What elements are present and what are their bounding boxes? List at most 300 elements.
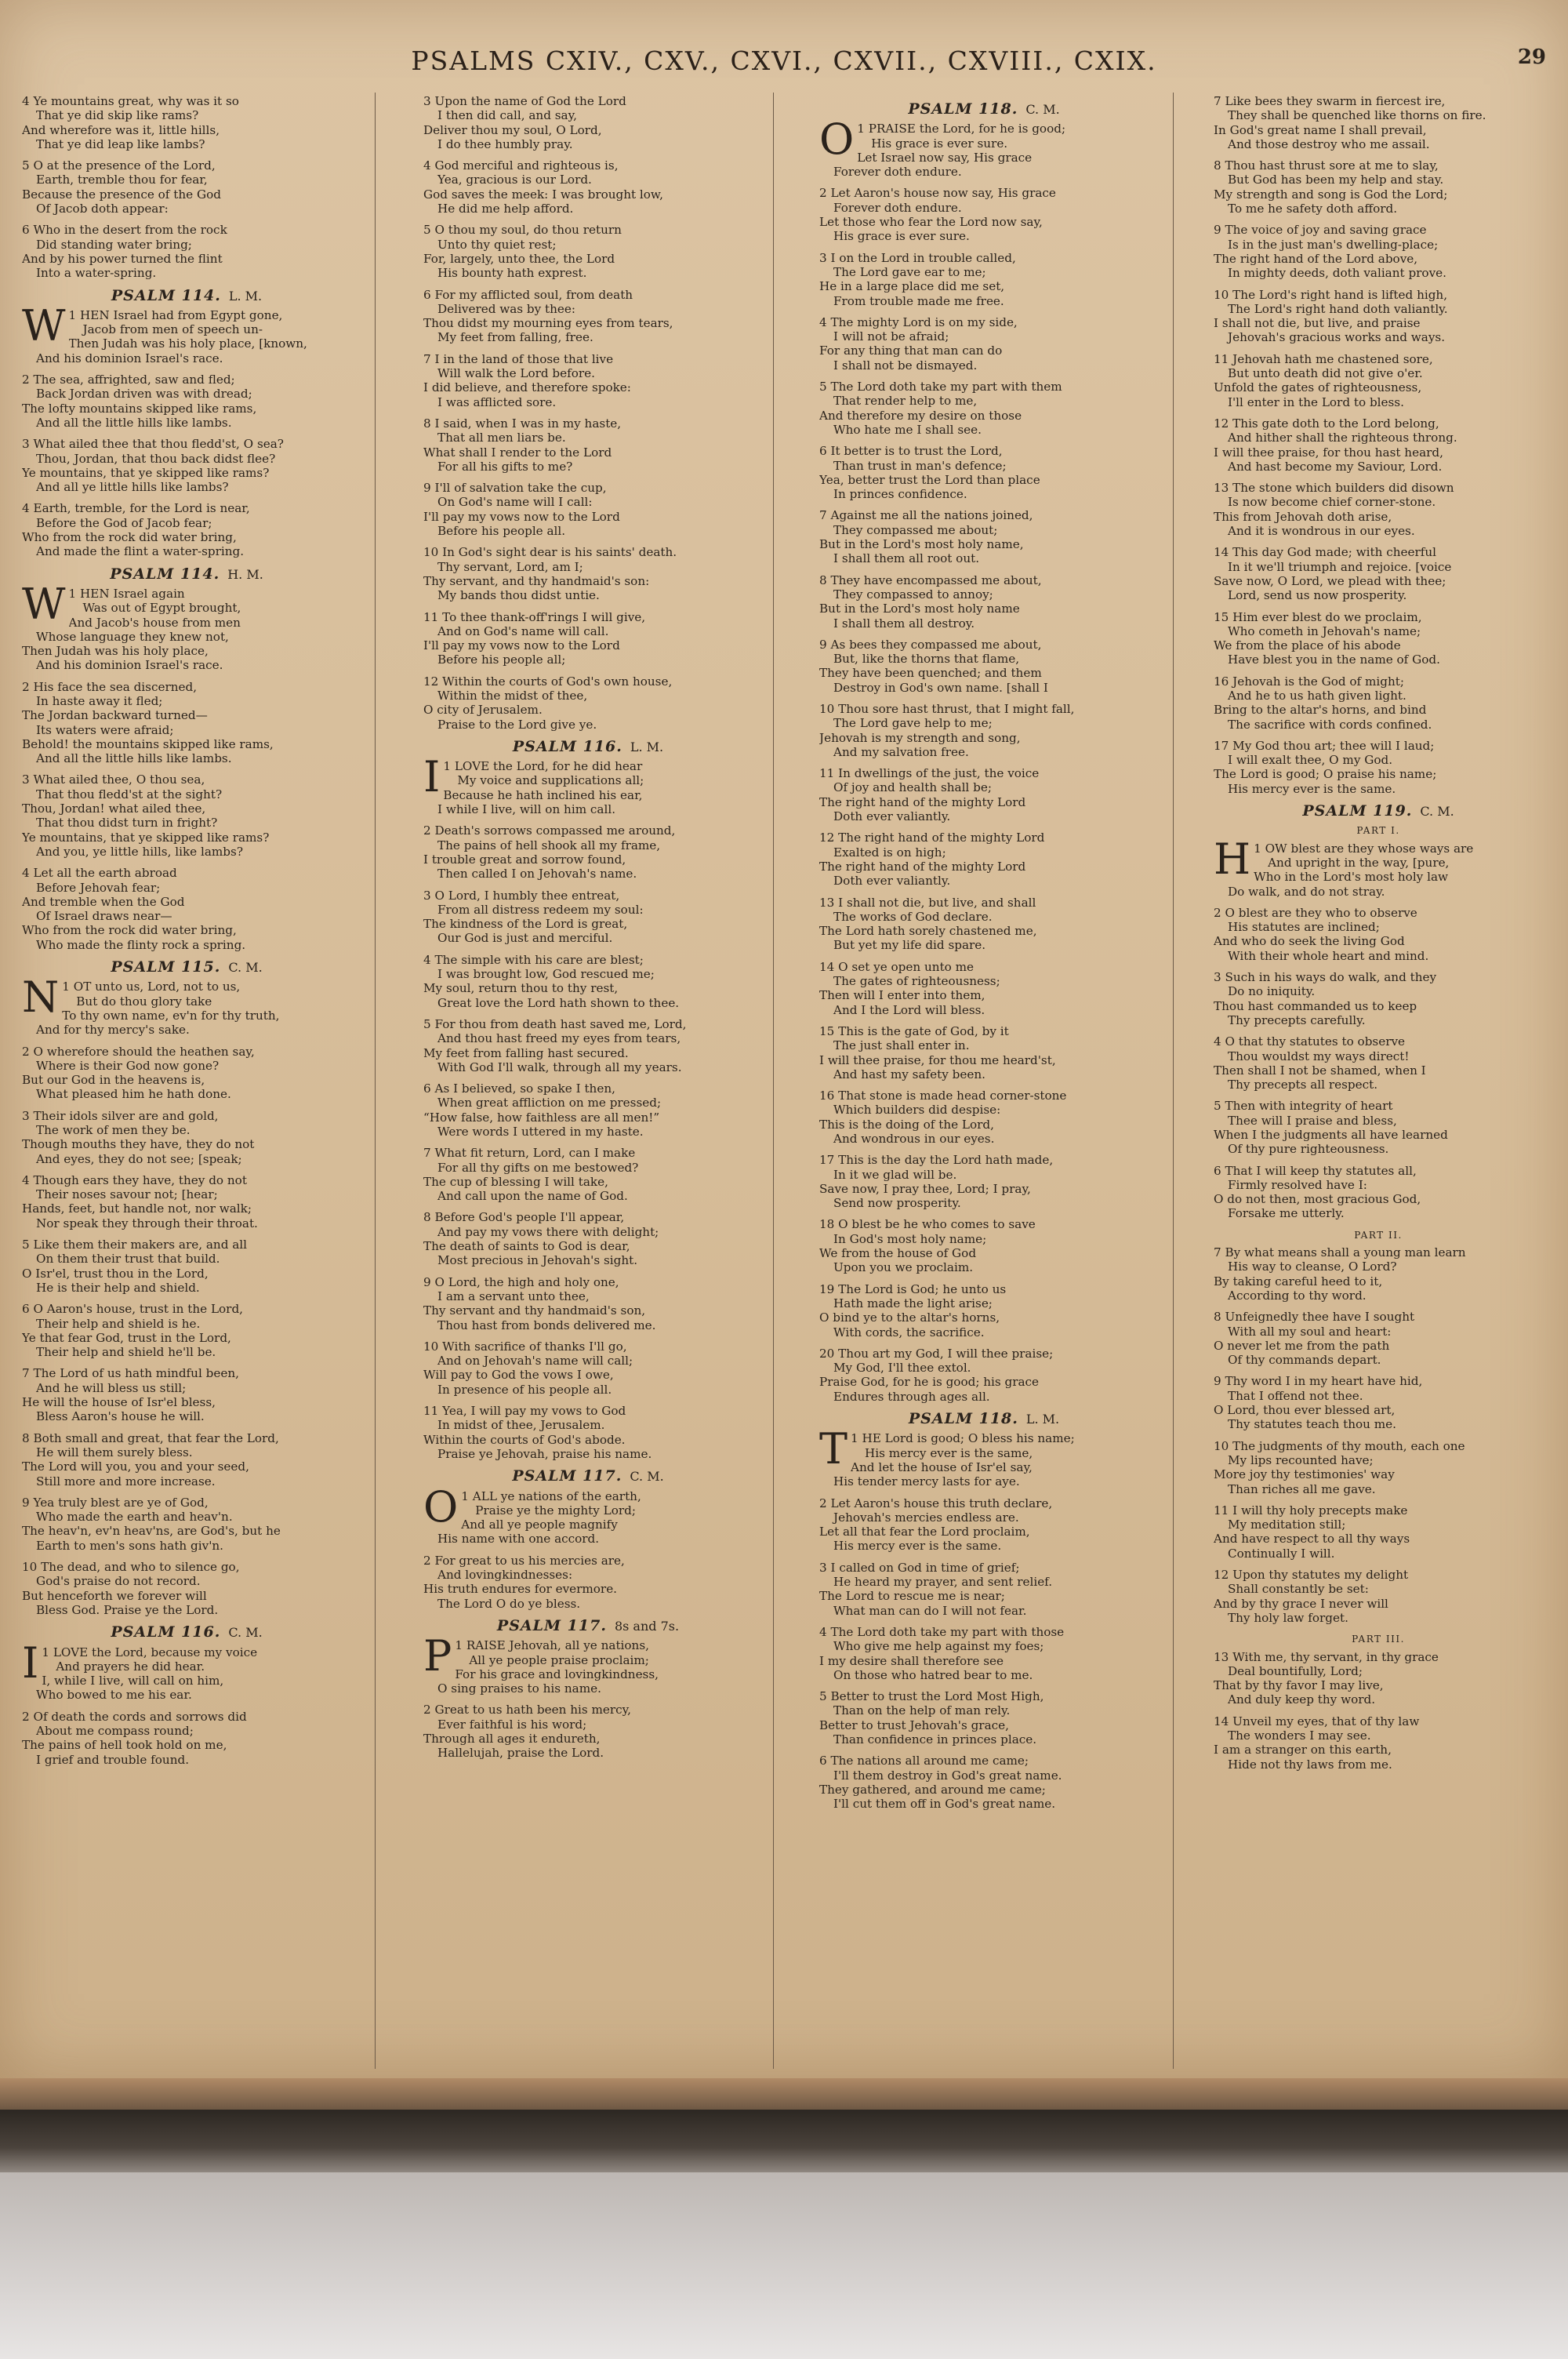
psalm-meter: C. M. bbox=[630, 1469, 664, 1485]
stanza bbox=[819, 380, 1149, 437]
stanza bbox=[423, 481, 753, 538]
verse-line: Doth ever valiantly. bbox=[833, 809, 951, 824]
stanza bbox=[819, 831, 1149, 888]
verse-line: 2 O wherefore should the heathen say, bbox=[22, 1044, 255, 1059]
stanza bbox=[819, 444, 1149, 501]
drop-cap: N bbox=[22, 972, 60, 1023]
verse-line: Jehovah is my strength and song, bbox=[819, 730, 1021, 745]
verse-line: But henceforth we forever will bbox=[22, 1588, 207, 1603]
verse-line: 1 LOVE the Lord, for he did hear bbox=[443, 759, 643, 774]
verse-line: Do walk, and do not stray. bbox=[1228, 884, 1385, 899]
verse-line: 6 The nations all around me came; bbox=[819, 1754, 1029, 1768]
verse-line: My meditation still; bbox=[1228, 1518, 1346, 1532]
psalm-heading bbox=[423, 1469, 753, 1484]
stanza bbox=[1214, 1650, 1543, 1707]
stanza bbox=[22, 300, 351, 365]
verse-line: 18 O blest be he who comes to save bbox=[819, 1217, 1036, 1232]
verse-line: The right hand of the mighty Lord bbox=[819, 794, 1026, 809]
verse-line: On God's name will I call: bbox=[437, 495, 593, 510]
verse-line: “How false, how faithless are all men!” bbox=[423, 1110, 660, 1125]
verse-line: Than riches all me gave. bbox=[1228, 1481, 1376, 1496]
verse-line: Let all that fear the Lord proclaim, bbox=[819, 1525, 1030, 1539]
verse-line: 1 OT unto us, Lord, not to us, bbox=[62, 980, 241, 994]
verse-line: But in the Lord's most holy name, bbox=[819, 537, 1024, 552]
verse-line: The pains of hell shook all my frame, bbox=[437, 838, 661, 852]
verse-line: Before Jehovah fear; bbox=[36, 880, 161, 895]
verse-line: Doth ever valiantly. bbox=[833, 874, 951, 889]
verse-line: 8 Thou hast thrust sore at me to slay, bbox=[1214, 158, 1439, 173]
verse-line: 4 Earth, tremble, for the Lord is near, bbox=[22, 501, 250, 516]
stanza bbox=[22, 1173, 351, 1230]
verse-line: But our God in the heavens is, bbox=[22, 1073, 205, 1088]
column-2 bbox=[423, 94, 753, 2070]
verse-line: 8 I said, when I was in my haste, bbox=[423, 416, 622, 431]
verse-line: Let Israel now say, His grace bbox=[857, 150, 1033, 165]
psalm-title: PSALM 114. bbox=[110, 565, 220, 583]
stanza bbox=[423, 823, 753, 881]
stanza bbox=[819, 1282, 1149, 1339]
verse-line: That thou didst turn in fright? bbox=[36, 816, 218, 831]
verse-line: They compassed me about; bbox=[833, 522, 998, 537]
verse-line: Ye that fear God, trust in the Lord, bbox=[22, 1330, 231, 1345]
stanza bbox=[423, 1275, 753, 1332]
verse-line: 16 Jehovah is the God of might; bbox=[1214, 674, 1404, 689]
stanza bbox=[22, 772, 351, 859]
verse-line: I am a stranger on this earth, bbox=[1214, 1743, 1392, 1757]
stanza bbox=[423, 1631, 753, 1696]
verse-line: Their noses savour not; [hear; bbox=[36, 1187, 218, 1202]
verse-line: Ever faithful is his word; bbox=[437, 1717, 587, 1732]
verse-line: 9 Thy word I in my heart have hid, bbox=[1214, 1374, 1423, 1389]
verse-line: Ye mountains, that ye skipped like rams? bbox=[22, 465, 270, 480]
verse-line: And wondrous in our eyes. bbox=[833, 1132, 995, 1146]
verse-line: I shall not die, but live, and praise bbox=[1214, 316, 1421, 331]
verse-line: I then did call, and say, bbox=[437, 108, 577, 123]
verse-line: 16 That stone is made head corner-stone bbox=[819, 1089, 1067, 1103]
verse-line: Then shall I not be shamed, when I bbox=[1214, 1063, 1426, 1078]
verse-line: Than trust in man's defence; bbox=[833, 458, 1007, 473]
verse-line: Who cometh in Jehovah's name; bbox=[1228, 623, 1421, 638]
verse-line: The heav'n, ev'n heav'ns, are God's, but he bbox=[22, 1524, 281, 1539]
verse-line: 7 Like bees they swarm in fiercest ire, bbox=[1214, 94, 1446, 108]
stanza bbox=[22, 158, 351, 216]
stanza bbox=[1214, 1374, 1543, 1431]
verse-line: Behold! the mountains skipped like rams, bbox=[22, 736, 274, 751]
verse-line: His mercy ever is the same. bbox=[1228, 781, 1396, 796]
verse-line: 14 O set ye open unto me bbox=[819, 959, 975, 974]
verse-line: The just shall enter in. bbox=[833, 1038, 970, 1053]
stanza bbox=[22, 223, 351, 280]
verse-line: God saves the meek: I was brought low, bbox=[423, 187, 663, 202]
verse-line: 5 For thou from death hast saved me, Lord, bbox=[423, 1016, 687, 1031]
column-1 bbox=[22, 94, 351, 2070]
verse-line: And all the little hills like lambs. bbox=[36, 751, 232, 766]
verse-line: His mercy ever is the same. bbox=[833, 1539, 1002, 1554]
stanza bbox=[819, 1347, 1149, 1404]
verse-line: Great love the Lord hath shown to thee. bbox=[437, 995, 680, 1010]
verse-line: The Jordan backward turned— bbox=[22, 708, 208, 723]
verse-line: I'll pay my vows now to the Lord bbox=[423, 638, 620, 653]
stanza bbox=[819, 1754, 1149, 1811]
stanza bbox=[22, 437, 351, 494]
verse-line: 7 Against me all the nations joined, bbox=[819, 508, 1033, 523]
verse-line: And therefore my desire on those bbox=[819, 408, 1022, 423]
verse-line: Who give me help against my foes; bbox=[833, 1639, 1044, 1654]
verse-line: Jacob from men of speech un- bbox=[82, 322, 263, 337]
verse-line: 10 The dead, and who to silence go, bbox=[22, 1560, 240, 1575]
verse-line: My voice and supplications all; bbox=[457, 773, 644, 788]
verse-line: 9 As bees they compassed me about, bbox=[819, 637, 1042, 652]
verse-line: The death of saints to God is dear, bbox=[423, 1239, 630, 1254]
verse-line: 13 With me, thy servant, in thy grace bbox=[1214, 1649, 1439, 1664]
verse-line: 10 The Lord's right hand is lifted high, bbox=[1214, 287, 1448, 302]
verse-line: 4 Let all the earth abroad bbox=[22, 866, 177, 881]
verse-line: 20 Thou art my God, I will thee praise; bbox=[819, 1346, 1054, 1361]
drop-cap: W bbox=[22, 300, 66, 351]
verse-line: 12 Upon thy statutes my delight bbox=[1214, 1568, 1409, 1583]
verse-line: Continually I will. bbox=[1228, 1546, 1335, 1561]
psalm-meter: C. M. bbox=[228, 960, 263, 976]
verse-line: Thou hast commanded us to keep bbox=[1214, 998, 1417, 1013]
verse-line: Will pay to God the vows I owe, bbox=[423, 1368, 614, 1383]
column-rule bbox=[1173, 93, 1174, 2069]
stanza bbox=[819, 960, 1149, 1017]
verse-line: 1 RAISE Jehovah, all ye nations, bbox=[455, 1638, 649, 1653]
verse-line: In midst of thee, Jerusalem. bbox=[437, 1418, 605, 1433]
verse-line: And it is wondrous in our eyes. bbox=[1228, 524, 1415, 539]
stanza bbox=[819, 1024, 1149, 1081]
verse-line: 17 This is the day the Lord hath made, bbox=[819, 1153, 1054, 1168]
verse-line: O do not then, most gracious God, bbox=[1214, 1192, 1421, 1207]
verse-line: And those destroy who me assail. bbox=[1228, 136, 1430, 151]
verse-line: Bring to the altar's horns, and bind bbox=[1214, 703, 1427, 718]
verse-line: They compassed to annoy; bbox=[833, 587, 993, 602]
verse-line: Delivered was by thee: bbox=[437, 301, 576, 316]
verse-line: Still more and more increase. bbox=[36, 1474, 216, 1488]
verse-line: I shall them all destroy. bbox=[833, 616, 975, 631]
verse-line: 5 The Lord doth take my part with them bbox=[819, 380, 1062, 394]
verse-line: 3 I called on God in time of grief; bbox=[819, 1560, 1020, 1575]
verse-line: 3 Such in his ways do walk, and they bbox=[1214, 970, 1437, 985]
verse-line: The Lord hath sorely chastened me, bbox=[819, 924, 1037, 939]
verse-line: 7 What fit return, Lord, can I make bbox=[423, 1146, 636, 1161]
verse-line: 19 The Lord is God; he unto us bbox=[819, 1281, 1007, 1296]
stanza bbox=[1214, 416, 1543, 474]
verse-line: For all thy gifts on me bestowed? bbox=[437, 1160, 639, 1175]
verse-line: And pay my vows there with delight; bbox=[437, 1224, 659, 1239]
verse-line: 3 What ailed thee that thou fledd'st, O sea? bbox=[22, 437, 284, 452]
verse-line: Who in the Lord's most holy law bbox=[1254, 870, 1449, 885]
verse-line: Nor speak they through their throat. bbox=[36, 1216, 258, 1230]
verse-line: Praise ye the mighty Lord; bbox=[475, 1503, 636, 1518]
verse-line: Thou, Jordan, that thou back didst flee? bbox=[36, 451, 276, 466]
verse-line: The lofty mountains skipped like rams, bbox=[22, 401, 257, 416]
verse-line: Thy servant, Lord, am I; bbox=[437, 559, 583, 574]
stanza bbox=[1214, 1568, 1543, 1625]
verse-line: Whose language they knew not, bbox=[36, 629, 229, 644]
verse-line: His grace is ever sure. bbox=[871, 136, 1008, 151]
verse-line: To thy own name, ev'n for thy truth, bbox=[62, 1008, 280, 1023]
psalm-title: PSALM 116. bbox=[111, 1623, 221, 1641]
stanza bbox=[423, 1339, 753, 1397]
verse-line: Thou didst my mourning eyes from tears, bbox=[423, 316, 673, 331]
stanza bbox=[22, 972, 351, 1038]
verse-line: And my salvation free. bbox=[833, 744, 969, 759]
page-number: 29 bbox=[1517, 45, 1546, 69]
psalm-heading bbox=[423, 737, 753, 755]
verse-line: From trouble made me free. bbox=[833, 293, 1004, 308]
verse-line: Forsake me utterly. bbox=[1228, 1206, 1345, 1221]
verse-line: The wonders I may see. bbox=[1228, 1728, 1371, 1743]
stanza bbox=[22, 1238, 351, 1295]
stanza bbox=[423, 953, 753, 1010]
verse-line: 11 In dwellings of the just, the voice bbox=[819, 766, 1040, 781]
verse-line: Bless God. Praise ye the Lord. bbox=[36, 1602, 219, 1617]
verse-line: Deliver thou my soul, O Lord, bbox=[423, 122, 602, 137]
verse-line: When I the judgments all have learned bbox=[1214, 1128, 1448, 1142]
verse-line: 3 I on the Lord in trouble called, bbox=[819, 250, 1016, 265]
stanza bbox=[423, 1146, 753, 1203]
verse-line: I will thee praise, for thou hast heard, bbox=[1214, 445, 1443, 460]
verse-line: 4 The mighty Lord is on my side, bbox=[819, 314, 1018, 329]
verse-line: I'll cut them off in God's great name. bbox=[833, 1797, 1056, 1812]
verse-line: What pleased him he hath done. bbox=[36, 1087, 231, 1102]
verse-line: 1 OW blest are they whose ways are bbox=[1254, 841, 1474, 856]
stanza bbox=[1214, 970, 1543, 1027]
verse-line: And all ye people magnify bbox=[461, 1518, 618, 1532]
verse-line: 15 This is the gate of God, by it bbox=[819, 1023, 1009, 1038]
verse-line: And he to us hath given light. bbox=[1228, 688, 1406, 703]
stanza bbox=[22, 1109, 351, 1166]
verse-line: And he will bless us still; bbox=[36, 1380, 187, 1395]
stanza bbox=[423, 288, 753, 345]
verse-line: 2 Great to us hath been his mercy, bbox=[423, 1703, 631, 1717]
stanza bbox=[423, 1703, 753, 1760]
verse-line: He is their help and shield. bbox=[36, 1280, 200, 1295]
stanza bbox=[1214, 1310, 1543, 1367]
verse-line: Within the midst of thee, bbox=[437, 688, 588, 703]
verse-line: And for thy mercy's sake. bbox=[36, 1023, 190, 1038]
verse-line: 2 The sea, affrighted, saw and fled; bbox=[22, 373, 235, 387]
verse-line: And thou hast freed my eyes from tears, bbox=[437, 1031, 681, 1046]
drop-cap: I bbox=[22, 1637, 39, 1688]
verse-line: But yet my life did spare. bbox=[833, 938, 986, 953]
stanza bbox=[819, 1625, 1149, 1682]
verse-line: 6 That I will keep thy statutes all, bbox=[1214, 1163, 1417, 1178]
stanza bbox=[423, 1017, 753, 1074]
stanza bbox=[423, 889, 753, 946]
verse-line: My strength and song is God the Lord; bbox=[1214, 187, 1448, 202]
verse-line: He in a large place did me set, bbox=[819, 279, 1005, 294]
verse-line: I grief and trouble found. bbox=[36, 1752, 190, 1767]
verse-line: What man can do I will not fear. bbox=[833, 1603, 1027, 1618]
verse-line: Before the God of Jacob fear; bbox=[36, 515, 212, 530]
stanza bbox=[22, 1710, 351, 1767]
stanza bbox=[22, 501, 351, 558]
stanza bbox=[819, 315, 1149, 373]
verse-line: Destroy in God's own name. [shall I bbox=[833, 680, 1048, 695]
drop-cap: O bbox=[423, 1481, 459, 1532]
verse-line: 2 Let Aaron's house now say, His grace bbox=[819, 186, 1056, 201]
verse-line: Thy precepts all respect. bbox=[1228, 1078, 1378, 1092]
verse-line: That all men liars be. bbox=[437, 431, 566, 445]
stanza bbox=[423, 352, 753, 409]
stanza bbox=[423, 610, 753, 667]
stanza bbox=[1214, 1714, 1543, 1772]
stanza bbox=[819, 508, 1149, 565]
verse-line: O sing praises to his name. bbox=[437, 1681, 601, 1696]
verse-line: In it we glad will be. bbox=[833, 1167, 957, 1182]
verse-line: Is in the just man's dwelling-place; bbox=[1228, 237, 1439, 252]
verse-line: And on God's name will call. bbox=[437, 623, 609, 638]
column-3 bbox=[819, 94, 1149, 2070]
verse-line: 5 O at the presence of the Lord, bbox=[22, 158, 216, 173]
stanza bbox=[1214, 1099, 1543, 1156]
verse-line: I was brought low, God rescued me; bbox=[437, 967, 655, 982]
stanza bbox=[1214, 610, 1543, 667]
verse-line: And lovingkindnesses: bbox=[437, 1568, 573, 1583]
verse-line: And his dominion Israel's race. bbox=[36, 658, 223, 673]
verse-line: The cup of blessing I will take, bbox=[423, 1174, 608, 1189]
verse-line: Yea, gracious is our Lord. bbox=[437, 173, 592, 187]
verse-line: I'll them destroy in God's great name. bbox=[833, 1768, 1062, 1783]
verse-line: 4 The simple with his care are blest; bbox=[423, 952, 644, 967]
verse-line: By taking careful heed to it, bbox=[1214, 1274, 1383, 1289]
stanza bbox=[423, 674, 753, 732]
part-heading: PART III. bbox=[1352, 1634, 1405, 1645]
verse-line: The right hand of the mighty Lord bbox=[819, 859, 1026, 874]
verse-line: And call upon the name of God. bbox=[437, 1189, 628, 1204]
psalm-meter: L. M. bbox=[228, 288, 263, 304]
verse-line: 14 Unveil my eyes, that of thy law bbox=[1214, 1714, 1420, 1728]
verse-line: Which builders did despise: bbox=[833, 1103, 1001, 1118]
verse-line: His name with one accord. bbox=[437, 1532, 600, 1547]
verse-line: 1 HEN Israel again bbox=[68, 586, 185, 601]
verse-line: We from the place of his abode bbox=[1214, 638, 1401, 653]
verse-line: My feet from falling, free. bbox=[437, 330, 593, 345]
stanza bbox=[1214, 481, 1543, 538]
verse-line: 12 Within the courts of God's own house, bbox=[423, 674, 673, 689]
verse-line: Let those who fear the Lord now say, bbox=[819, 215, 1043, 230]
verse-line: Of Jacob doth appear: bbox=[36, 202, 169, 216]
verse-line: And you, ye little hills, like lambs? bbox=[36, 844, 243, 859]
verse-line: The Lord gave ear to me; bbox=[833, 264, 986, 279]
stanza bbox=[22, 680, 351, 766]
psalm-meter: H. M. bbox=[227, 566, 263, 582]
verse-line: Praise to the Lord give ye. bbox=[437, 717, 597, 732]
verse-line: I shall not be dismayed. bbox=[833, 358, 978, 373]
verse-line: 8 Before God's people I'll appear, bbox=[423, 1210, 625, 1225]
verse-line: Thee will I praise and bless, bbox=[1228, 1113, 1397, 1128]
verse-line: Forever doth endure. bbox=[833, 200, 962, 215]
verse-line: 6 Who in the desert from the rock bbox=[22, 223, 227, 238]
verse-line: Endures through ages all. bbox=[833, 1389, 990, 1404]
verse-line: That I offend not thee. bbox=[1228, 1388, 1363, 1403]
verse-line: 17 My God thou art; thee will I laud; bbox=[1214, 738, 1435, 753]
stanza bbox=[423, 1481, 753, 1547]
verse-line: Than confidence in princes place. bbox=[833, 1732, 1037, 1747]
verse-line: Hide not thy laws from me. bbox=[1228, 1757, 1392, 1772]
verse-line: Most precious in Jehovah's sight. bbox=[437, 1253, 638, 1268]
verse-line: 1 ALL ye nations of the earth, bbox=[461, 1488, 641, 1503]
verse-line: In haste away it fled; bbox=[36, 693, 163, 708]
verse-line: 13 I shall not die, but live, and shall bbox=[819, 895, 1036, 910]
verse-line: Then Judah was his holy place, bbox=[22, 644, 209, 659]
verse-line: All ye people praise proclaim; bbox=[469, 1652, 649, 1667]
verse-line: 7 I in the land of those that live bbox=[423, 351, 614, 366]
verse-line: 4 God merciful and righteous is, bbox=[423, 158, 619, 173]
stanza bbox=[423, 223, 753, 280]
stanza bbox=[423, 545, 753, 602]
verse-line: The Lord O do ye bless. bbox=[437, 1596, 581, 1611]
verse-line: I, while I live, will call on him, bbox=[42, 1674, 224, 1688]
verse-line: But in the Lord's most holy name bbox=[819, 602, 1020, 616]
psalm-title: PSALM 117. bbox=[496, 1616, 607, 1634]
verse-line: Lord, send us now prosperity. bbox=[1228, 588, 1407, 603]
verse-line: I my desire shall therefore see bbox=[819, 1653, 1004, 1668]
verse-line: In God's most holy name; bbox=[833, 1231, 987, 1246]
verse-line: Jehovah's mercies endless are. bbox=[833, 1510, 1019, 1525]
verse-line: The sacrifice with cords confined. bbox=[1228, 717, 1432, 732]
stanza bbox=[22, 1637, 351, 1703]
verse-line: 10 In God's sight dear is his saints' death. bbox=[423, 545, 677, 560]
verse-line: Deal bountifully, Lord; bbox=[1228, 1663, 1363, 1678]
stanza bbox=[22, 1431, 351, 1488]
stanza bbox=[819, 1424, 1149, 1489]
verse-line: Thou hast from bonds delivered me. bbox=[437, 1318, 656, 1332]
verse-line: My lips recounted have; bbox=[1228, 1452, 1374, 1467]
verse-line: Unfold the gates of righteousness, bbox=[1214, 380, 1422, 395]
stanza bbox=[1214, 739, 1543, 796]
psalm-heading bbox=[22, 960, 351, 975]
verse-line: Who bowed to me his ear. bbox=[36, 1688, 192, 1703]
stanza bbox=[1214, 288, 1543, 345]
verse-line: Then will I enter into them, bbox=[819, 988, 985, 1003]
verse-line: Who from the rock did water bring, bbox=[22, 923, 237, 938]
stanza bbox=[22, 373, 351, 430]
verse-line: I do thee humbly pray. bbox=[437, 136, 573, 151]
verse-line: My God, I'll thee extol. bbox=[833, 1361, 971, 1376]
psalm-meter: C. M. bbox=[1420, 804, 1454, 820]
verse-line: The work of men they be. bbox=[36, 1123, 191, 1137]
verse-line: He will the house of Isr'el bless, bbox=[22, 1395, 216, 1410]
verse-line: Back Jordan driven was with dread; bbox=[36, 387, 252, 402]
stanza bbox=[22, 1560, 351, 1617]
verse-line: Hath made the light arise; bbox=[833, 1296, 993, 1310]
verse-line: Their help and shield is he. bbox=[36, 1316, 201, 1331]
psalm-heading bbox=[819, 1412, 1149, 1427]
verse-line: Have blest you in the name of God. bbox=[1228, 652, 1440, 667]
verse-line: That render help to me, bbox=[833, 394, 978, 409]
verse-line: And prayers he did hear. bbox=[56, 1659, 205, 1674]
verse-line: I will thee praise, for thou me heard'st, bbox=[819, 1052, 1056, 1067]
verse-line: In God's great name I shall prevail, bbox=[1214, 122, 1427, 137]
verse-line: 4 O that thy statutes to observe bbox=[1214, 1034, 1406, 1049]
stanza bbox=[423, 1554, 753, 1611]
verse-line: But do thou glory take bbox=[76, 994, 212, 1009]
verse-line: 13 The stone which builders did disown bbox=[1214, 481, 1454, 496]
stanza bbox=[819, 186, 1149, 243]
verse-line: And hither shall the righteous throng. bbox=[1228, 431, 1457, 445]
verse-line: And on Jehovah's name will call; bbox=[437, 1354, 633, 1369]
verse-line: I did believe, and therefore spoke: bbox=[423, 380, 631, 395]
verse-line: Who made the earth and heav'n. bbox=[36, 1510, 233, 1525]
verse-line: Hands, feet, but handle not, nor walk; bbox=[22, 1201, 252, 1216]
verse-line: O Isr'el, trust thou in the Lord, bbox=[22, 1266, 209, 1281]
verse-line: The works of God declare. bbox=[833, 909, 993, 924]
verse-line: And by his power turned the flint bbox=[22, 251, 223, 266]
stanza bbox=[819, 1689, 1149, 1747]
